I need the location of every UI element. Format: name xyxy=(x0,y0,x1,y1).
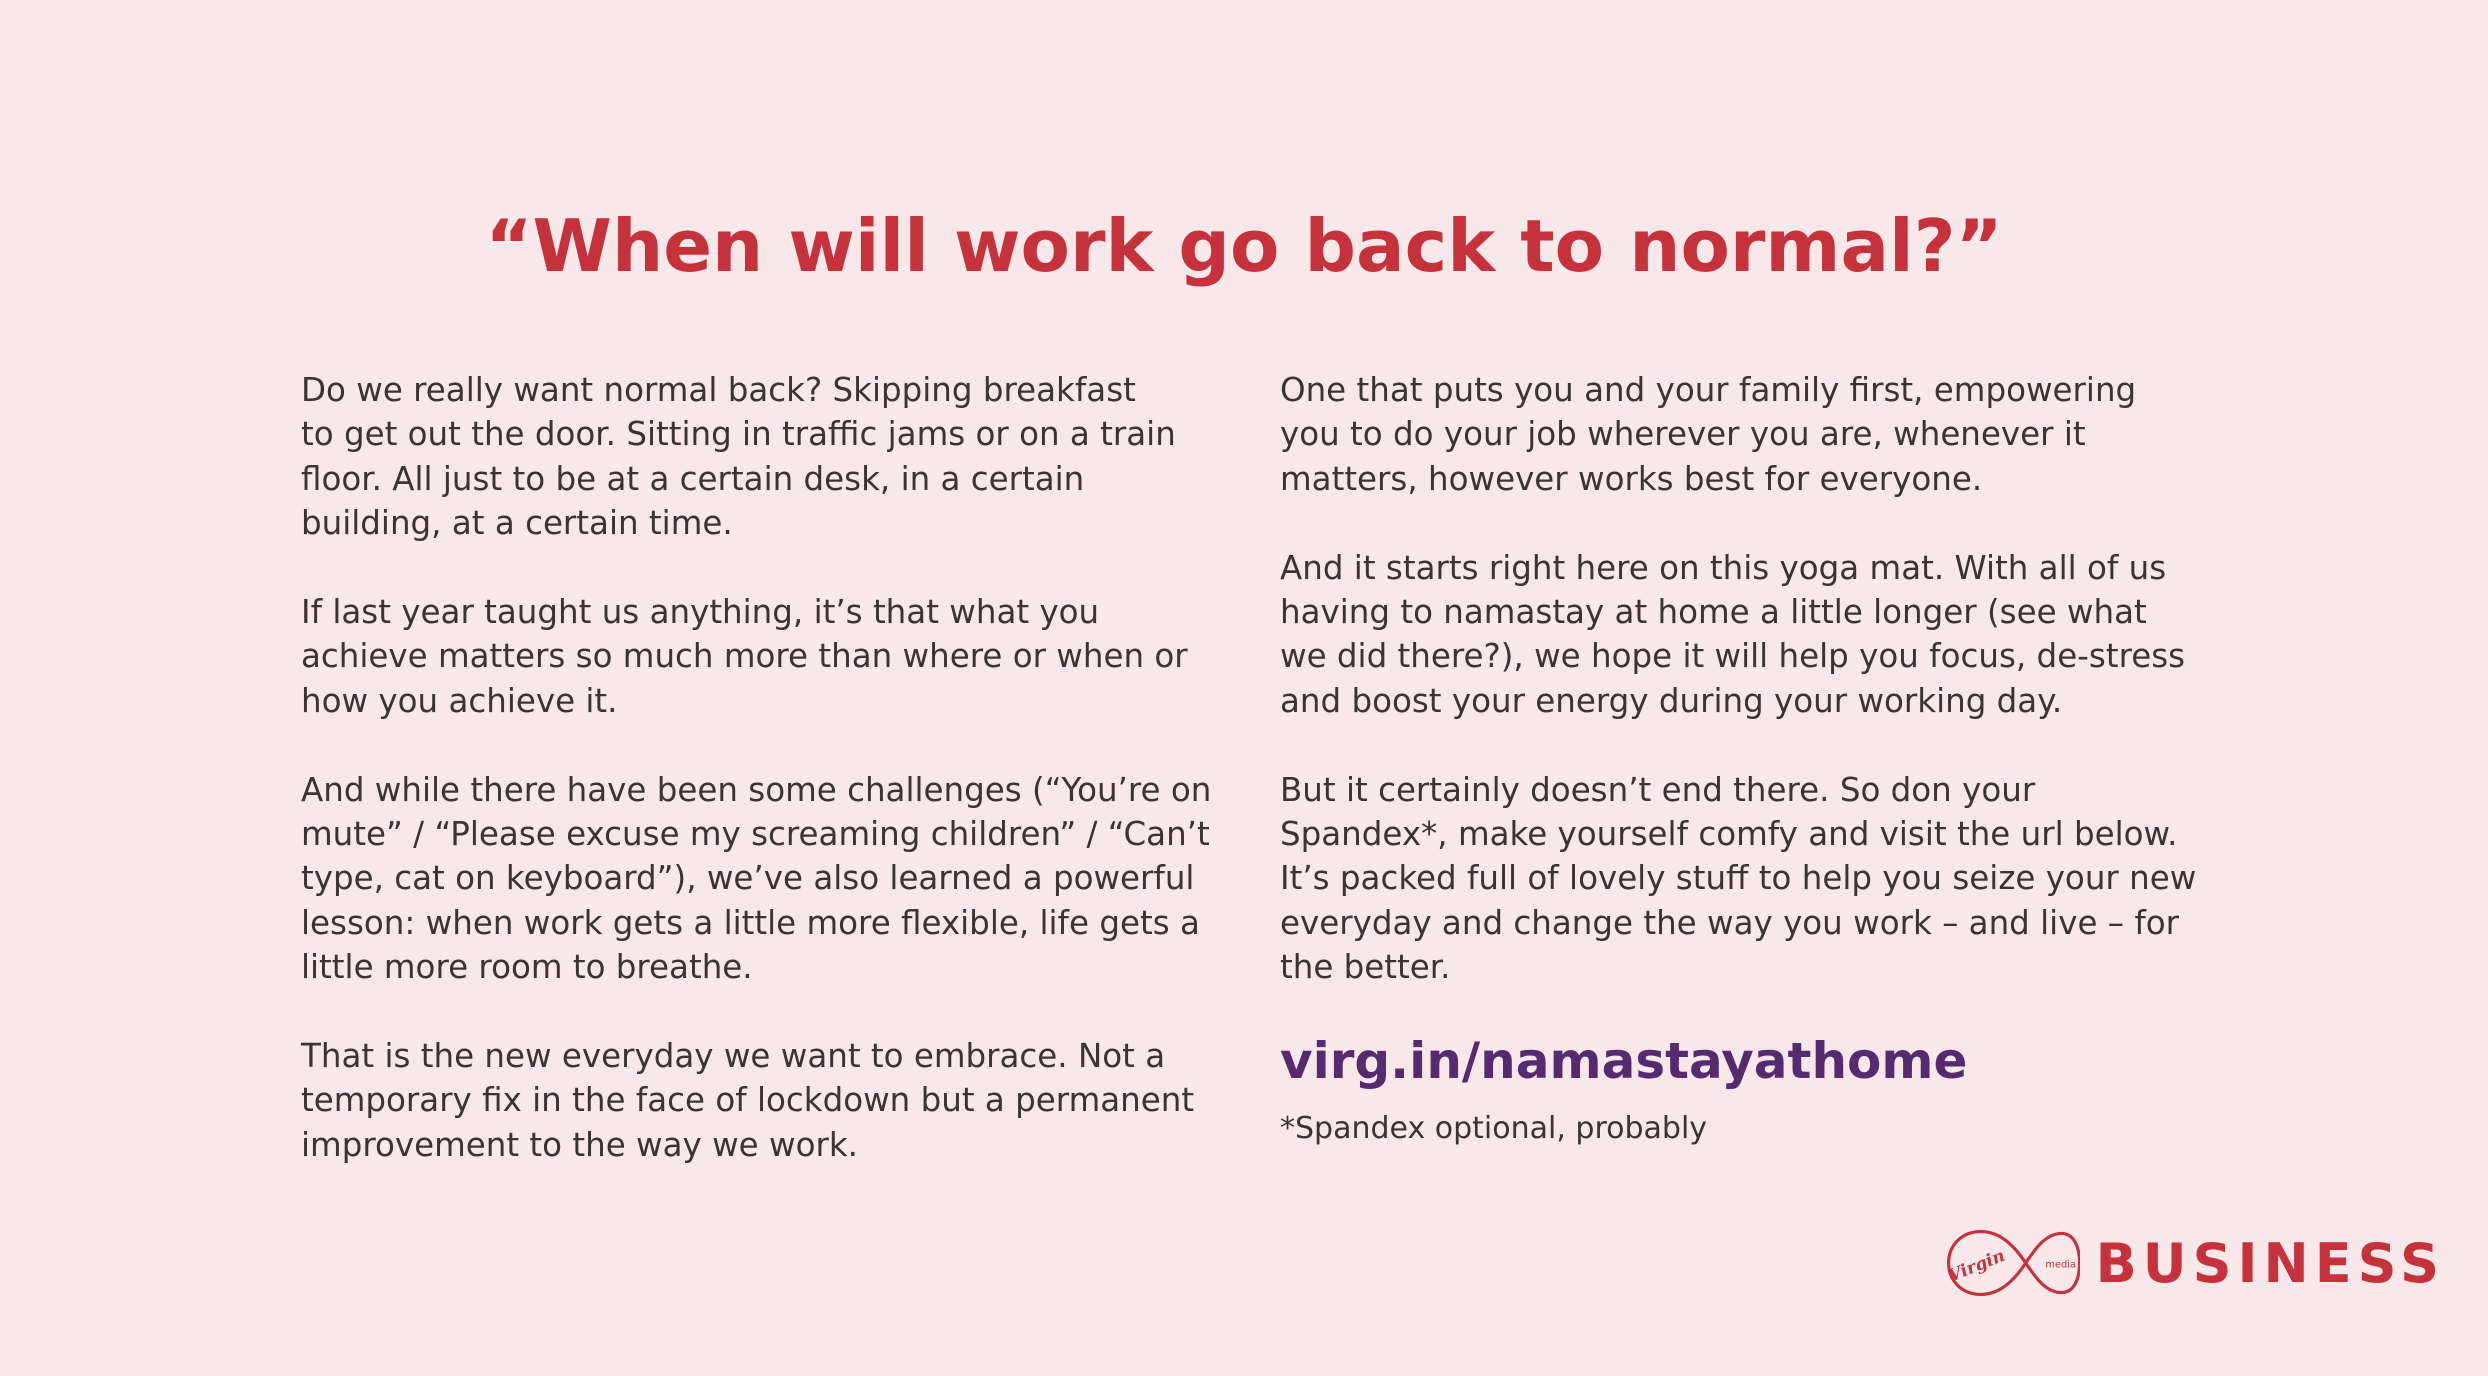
virgin-script-text: Virgin xyxy=(1945,1245,2008,1287)
text-line: having to namastay at home a little longer (see what xyxy=(1280,593,2147,632)
text-line: That is the new everyday we want to embrace. Not a xyxy=(301,1037,1166,1076)
text-line: achieve matters so much more than where or when or xyxy=(301,637,1188,676)
campaign-url-link[interactable]: virg.in/namastayathome xyxy=(1280,1032,1968,1091)
paragraph xyxy=(301,768,1221,990)
body-column-right xyxy=(1280,368,2220,1198)
text-line: floor. All just to be at a certain desk, in a certain xyxy=(301,459,1085,498)
text-line: and boost your energy during your working day. xyxy=(1280,681,2063,720)
text-line: little more room to breathe. xyxy=(301,948,753,987)
text-line: Do we really want normal back? Skipping breakfast xyxy=(301,371,1136,409)
paragraph xyxy=(301,368,1221,546)
text-line: One that puts you and your family first, empowering xyxy=(1280,371,2137,409)
text-line: And it starts right here on this yoga mat. With all of us xyxy=(1280,548,2167,587)
paragraph xyxy=(1280,768,2220,990)
text-line: everyday and change the way you work – and live – for xyxy=(1280,903,2180,942)
text-line: you to do your job wherever you are, whenever it xyxy=(1280,415,2086,454)
text-line: how you achieve it. xyxy=(301,681,618,720)
text-line: If last year taught us anything, it’s that what you xyxy=(301,593,1100,632)
footnote: *Spandex optional, probably xyxy=(1280,1111,1708,1147)
text-line: matters, however works best for everyone. xyxy=(1280,459,1983,498)
text-line: type, cat on keyboard”), we’ve also learned a powerful xyxy=(301,859,1195,898)
text-line: mute” / “Please excuse my screaming children” / “Can’t xyxy=(301,815,1210,854)
paragraph xyxy=(301,1034,1221,1167)
text-line: Spandex*, make yourself comfy and visit the url below. xyxy=(1280,815,2178,854)
headline: “When will work go back to normal?” xyxy=(485,204,2003,288)
text-line: lesson: when work gets a little more flexible, life gets a xyxy=(301,903,1200,942)
paragraph xyxy=(1280,368,2220,501)
text-line: But it certainly doesn’t end there. So don your xyxy=(1280,770,2036,809)
text-line: to get out the door. Sitting in traffic jams or on a train xyxy=(301,415,1176,454)
virgin-media-logo-icon xyxy=(1945,1222,2080,1304)
text-line: we did there?), we hope it will help you focus, de-stress xyxy=(1280,637,2186,676)
media-text: media xyxy=(2045,1259,2077,1271)
text-line: temporary fix in the face of lockdown but a permanent xyxy=(301,1081,1195,1120)
business-wordmark: BUSINESS xyxy=(2095,1231,2445,1295)
text-line: improvement to the way we work. xyxy=(301,1125,858,1164)
text-line: And while there have been some challenges (“You’re on xyxy=(301,770,1212,809)
text-line: the better. xyxy=(1280,948,1451,987)
text-line: building, at a certain time. xyxy=(301,504,733,543)
paragraph xyxy=(301,590,1221,723)
text-line: It’s packed full of lovely stuff to help you seize your new xyxy=(1280,859,2197,898)
virgin-media-business-logo xyxy=(1945,1222,2445,1304)
paragraph xyxy=(1280,546,2220,724)
body-column-left xyxy=(301,368,1221,1212)
